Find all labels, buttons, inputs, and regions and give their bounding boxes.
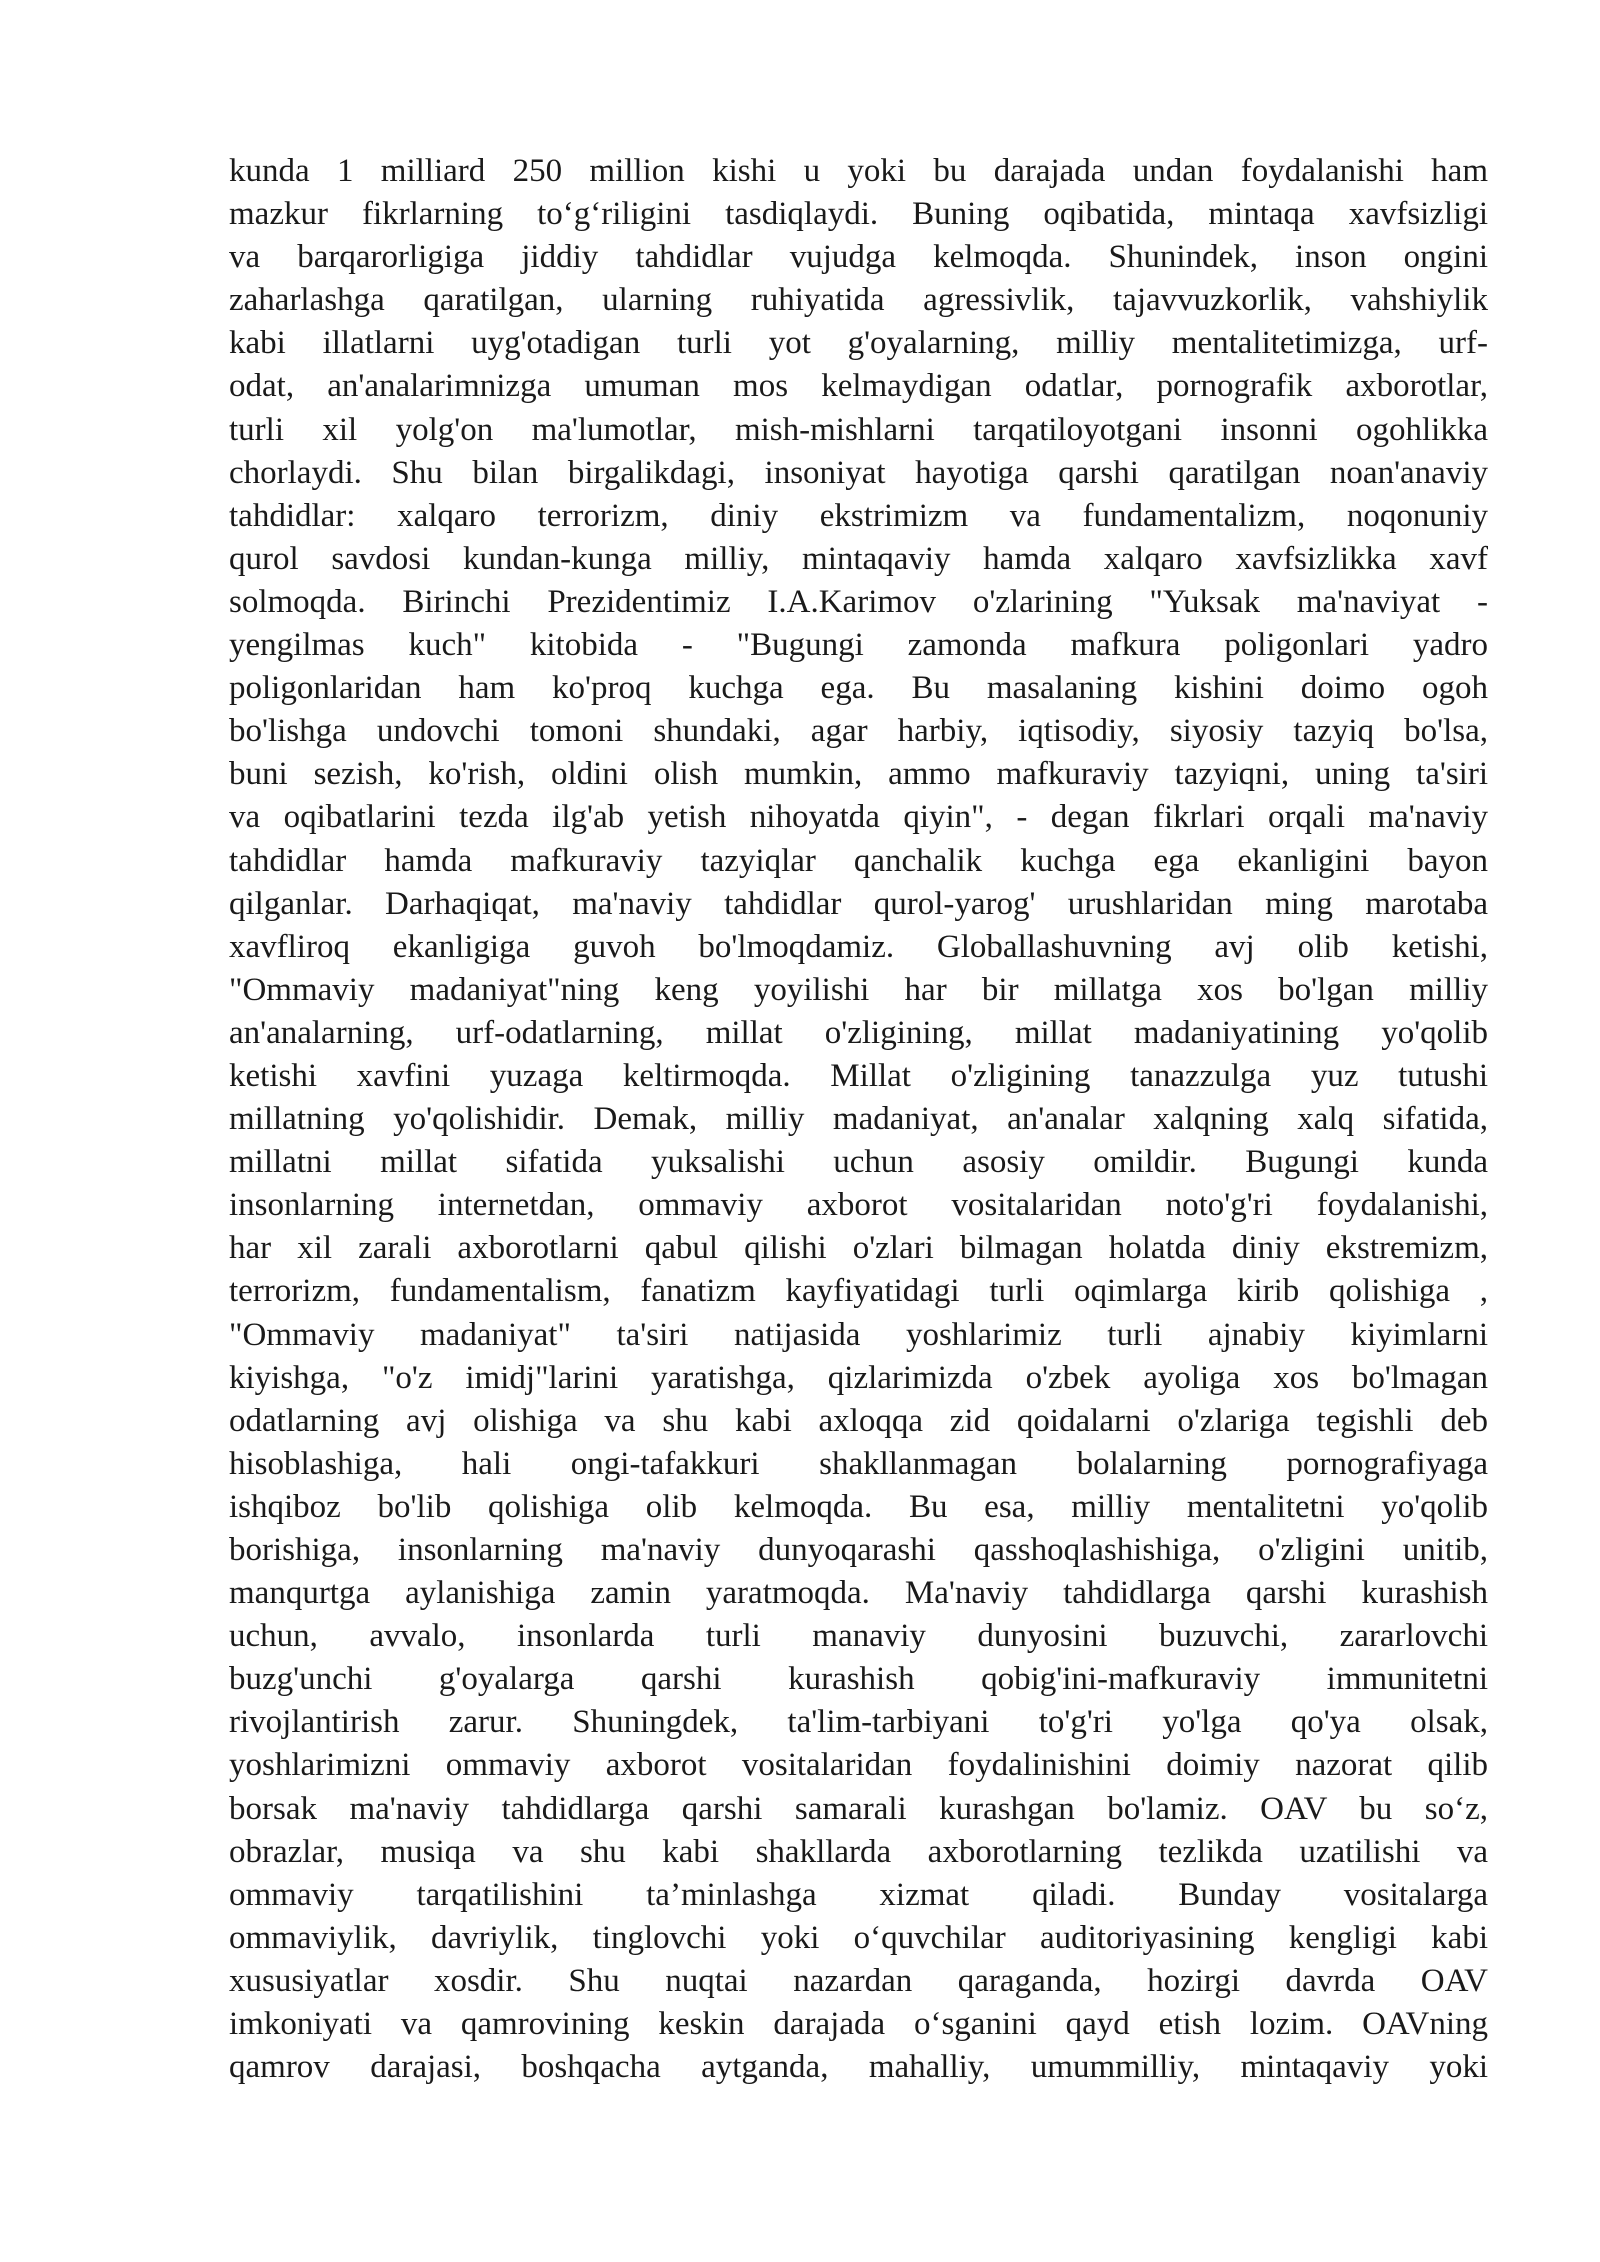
text-line: tahdidlar hamda mafkuraviy tazyiqlar qanchalik kuchga ega ekanligini bayon: [229, 842, 1488, 879]
text-line: tahdidlar: xalqaro terrorizm, diniy ekstrimizm va fundamentalizm, noqonuniy: [229, 497, 1488, 534]
text-line: ishqiboz bo'lib qolishiga olib kelmoqda. Bu esa, milliy mentalitetni yo'qolib: [229, 1488, 1488, 1525]
text-line: mazkur fikrlarning to‘g‘riligini tasdiqlaydi. Buning oqibatida, mintaqa xavfsizligi: [229, 196, 1488, 233]
text-line: odat, an'analarimnizga umuman mos kelmaydigan odatlar, pornografik axborotlar,: [229, 368, 1488, 405]
text-line: "Ommaviy madaniyat"ning keng yoyilishi har bir millatga xos bo'lgan milliy: [229, 971, 1488, 1008]
text-line: hisoblashiga, hali ongi-tafakkuri shakllanmagan bolalarning pornografiyaga: [229, 1445, 1488, 1482]
text-line: millatning yo'qolishidir. Demak, milliy madaniyat, an'analar xalqning xalq sifatida,: [229, 1101, 1488, 1138]
text-line: borishiga, insonlarning ma'naviy dunyoqarashi qasshoqlashishiga, o'zligini unitib,: [229, 1532, 1488, 1568]
text-line: qamrov darajasi, boshqacha aytganda, mahalliy, umummilliy, mintaqaviy yoki: [229, 2049, 1488, 2086]
text-line: odatlarning avj olishiga va shu kabi axloqqa zid qoidalarni o'zlariga tegishli deb: [229, 1402, 1488, 1439]
text-line: qurol savdosi kundan-kunga milliy, mintaqaviy hamda xalqaro xavfsizlikka xavf: [229, 540, 1488, 577]
text-line: buni sezish, ko'rish, oldini olish mumkin, ammo mafkuraviy tazyiqni, uning ta'siri: [229, 756, 1488, 793]
text-line: va barqarorligiga jiddiy tahdidlar vujudga kelmoqda. Shunindek, inson ongini: [229, 239, 1488, 276]
body-text: [229, 150, 1488, 2089]
text-line: obrazlar, musiqa va shu kabi shakllarda axborotlarning tezlikda uzatilishi va: [229, 1833, 1488, 1870]
text-line: ketishi xavfini yuzaga keltirmoqda. Millat o'zligining tanazzulga yuz tutushi: [229, 1057, 1488, 1094]
text-line: va oqibatlarini tezda ilg'ab yetish nihoyatda qiyin", - degan fikrlari orqali ma'naviy: [229, 799, 1488, 836]
text-line: solmoqda. Birinchi Prezidentimiz I.A.Karimov o'zlarining "Yuksak ma'naviyat -: [229, 583, 1488, 620]
text-line: yengilmas kuch" kitobida - "Bugungi zamonda mafkura poligonlari yadro: [229, 627, 1488, 664]
text-line: uchun, avvalo, insonlarda turli manaviy dunyosini buzuvchi, zararlovchi: [229, 1618, 1488, 1655]
text-line: xususiyatlar xosdir. Shu nuqtai nazardan qaraganda, hozirgi davrda OAV: [229, 1962, 1488, 1999]
text-line: ommaviylik, davriylik, tinglovchi yoki o‘quvchilar auditoriyasining kengligi kabi: [229, 1919, 1488, 1956]
text-line: ommaviy tarqatilishini ta’minlashga xizmat qiladi. Bunday vositalarga: [229, 1876, 1488, 1913]
text-line: borsak ma'naviy tahdidlarga qarshi samarali kurashgan bo'lamiz. OAV bu so‘z,: [229, 1790, 1488, 1827]
text-line: millatni millat sifatida yuksalishi uchun asosiy omildir. Bugungi kunda: [229, 1144, 1488, 1181]
text-line: kunda 1 milliard 250 million kishi u yoki bu darajada undan foydalanishi ham: [229, 153, 1488, 189]
text-line: terrorizm, fundamentalism, fanatizm kayfiyatidagi turli oqimlarga kirib qolishiga ,: [229, 1273, 1488, 1310]
text-line: buzg'unchi g'oyalarga qarshi kurashish qobig'ini-mafkuraviy immunitetni: [229, 1661, 1488, 1698]
text-line: chorlaydi. Shu bilan birgalikdagi, insoniyat hayotiga qarshi qaratilgan noan'anaviy: [229, 454, 1488, 491]
text-line: qilganlar. Darhaqiqat, ma'naviy tahdidlar qurol-yarog' urushlaridan ming marotaba: [229, 885, 1488, 922]
text-line: kiyishga, "o'z imidj"larini yaratishga, qizlarimizda o'zbek ayoliga xos bo'lmagan: [229, 1359, 1488, 1396]
text-line: kabi illatlarni uyg'otadigan turli yot g'oyalarning, milliy mentalitetimizga, urf-: [229, 325, 1488, 362]
text-line: rivojlantirish zarur. Shuningdek, ta'lim-tarbiyani to'g'ri yo'lga qo'ya olsak,: [229, 1704, 1488, 1741]
text-line: yoshlarimizni ommaviy axborot vositalaridan foydalinishini doimiy nazorat qilib: [229, 1747, 1488, 1784]
text-line: manqurtga aylanishiga zamin yaratmoqda. Ma'naviy tahdidlarga qarshi kurashish: [229, 1575, 1488, 1612]
text-line: bo'lishga undovchi tomoni shundaki, agar harbiy, iqtisodiy, siyosiy tazyiq bo'lsa,: [229, 713, 1488, 750]
text-line: insonlarning internetdan, ommaviy axborot vositalaridan noto'g'ri foydalanishi,: [229, 1187, 1488, 1224]
text-line: turli xil yolg'on ma'lumotlar, mish-mishlarni tarqatiloyotgani insonni ogohlikka: [229, 411, 1488, 448]
text-line: imkoniyati va qamrovining keskin darajada o‘sganini qayd etish lozim. OAVning: [229, 2006, 1488, 2043]
text-line: har xil zarali axborotlarni qabul qilishi o'zlari bilmagan holatda diniy ekstremizm,: [229, 1230, 1488, 1267]
text-line: an'analarning, urf-odatlarning, millat o'zligining, millat madaniyatining yo'qolib: [229, 1014, 1488, 1051]
text-line: zaharlashga qaratilgan, ularning ruhiyatida agressivlik, tajavvuzkorlik, vahshiylik: [229, 282, 1488, 319]
text-line: xavfliroq ekanligiga guvoh bo'lmoqdamiz. Globallashuvning avj olib ketishi,: [229, 928, 1488, 965]
text-line: poligonlaridan ham ko'proq kuchga ega. Bu masalaning kishini doimo ogoh: [229, 670, 1488, 707]
text-line: "Ommaviy madaniyat" ta'siri natijasida yoshlarimiz turli ajnabiy kiyimlarni: [229, 1316, 1488, 1353]
